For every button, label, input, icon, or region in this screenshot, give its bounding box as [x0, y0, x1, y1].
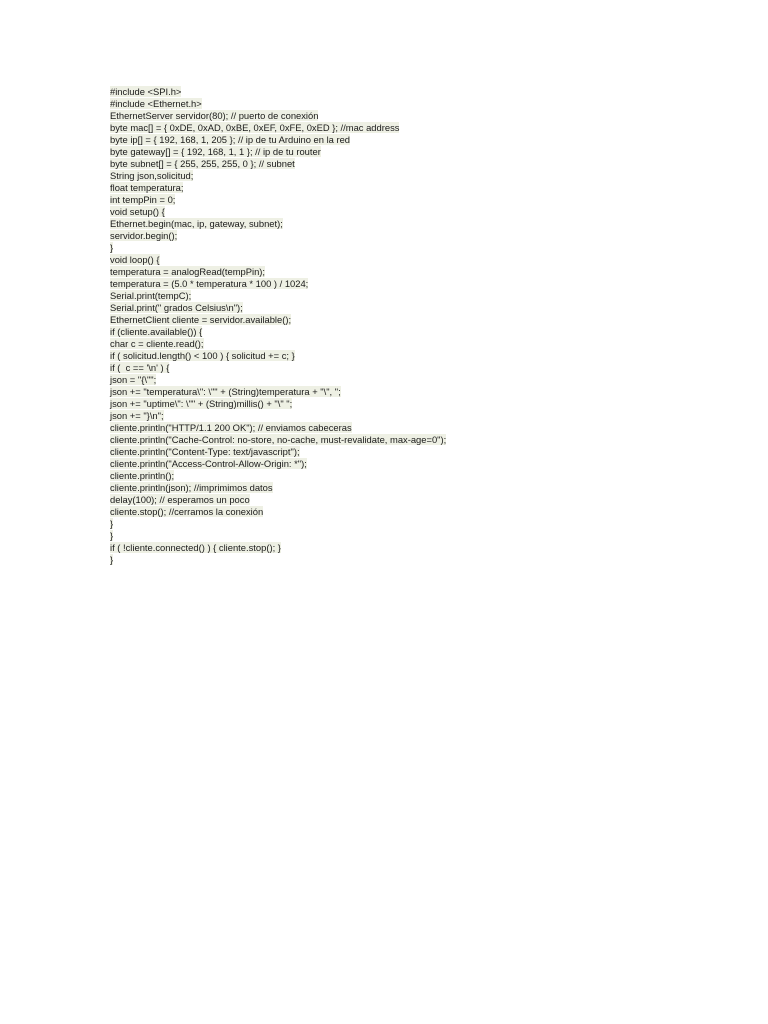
- code-line-text: cliente.stop(); //cerramos la conexión: [110, 506, 264, 517]
- code-line-text: if (cliente.available()) {: [110, 326, 203, 337]
- code-line-text: servidor.begin();: [110, 230, 178, 241]
- code-line-text: byte gateway[] = { 192, 168, 1, 1 }; // ip de tu router: [110, 146, 321, 157]
- code-line: [110, 422, 710, 434]
- code-line-text: json += "}\n";: [110, 410, 164, 421]
- code-line: [110, 494, 710, 506]
- code-line: [110, 158, 710, 170]
- code-line: [110, 290, 710, 302]
- code-line-text: }: [110, 242, 114, 253]
- code-line: [110, 446, 710, 458]
- code-line-text: }: [110, 530, 114, 541]
- code-line: [110, 254, 710, 266]
- code-line: [110, 206, 710, 218]
- code-line-text: if ( solicitud.length() < 100 ) { solicitud += c; }: [110, 350, 295, 361]
- code-line-text: json = "{\"";: [110, 374, 157, 385]
- code-line: [110, 386, 710, 398]
- code-line-text: cliente.println("Cache-Control: no-store, no-cache, must-revalidate, max-age=0");: [110, 434, 447, 445]
- code-listing: [110, 86, 710, 566]
- code-line: [110, 518, 710, 530]
- code-line: [110, 278, 710, 290]
- code-line-text: if ( c == '\n' ) {: [110, 362, 170, 373]
- code-line-text: void loop() {: [110, 254, 160, 265]
- code-line-text: }: [110, 518, 114, 529]
- code-line: [110, 362, 710, 374]
- code-line-text: byte mac[] = { 0xDE, 0xAD, 0xBE, 0xEF, 0xFE, 0xED }; //mac address: [110, 122, 400, 133]
- code-line: [110, 242, 710, 254]
- code-line-text: Serial.print(" grados Celsius\n");: [110, 302, 243, 313]
- code-line-text: EthernetClient cliente = servidor.available();: [110, 314, 292, 325]
- code-line-text: int tempPin = 0;: [110, 194, 176, 205]
- code-line: [110, 542, 710, 554]
- code-line-text: json += "uptime\": \"" + (String)millis() + "\" ";: [110, 398, 293, 409]
- code-line-text: temperatura = analogRead(tempPin);: [110, 266, 266, 277]
- code-line-text: json += "temperatura\": \"" + (String)temperatura + "\", ";: [110, 386, 341, 397]
- code-line: [110, 506, 710, 518]
- code-line: [110, 482, 710, 494]
- code-line: [110, 470, 710, 482]
- code-line-text: char c = cliente.read();: [110, 338, 204, 349]
- code-line-text: if ( !cliente.connected() ) { cliente.stop(); }: [110, 542, 281, 553]
- code-line-text: cliente.println();: [110, 470, 175, 481]
- code-line: [110, 350, 710, 362]
- code-line: [110, 314, 710, 326]
- code-line-text: cliente.println("Content-Type: text/javascript");: [110, 446, 300, 457]
- code-line: [110, 230, 710, 242]
- code-line-text: byte ip[] = { 192, 168, 1, 205 }; // ip de tu Arduino en la red: [110, 134, 351, 145]
- code-line-text: #include <SPI.h>: [110, 86, 182, 97]
- code-line-text: String json,solicitud;: [110, 170, 194, 181]
- code-line-text: byte subnet[] = { 255, 255, 255, 0 }; // subnet: [110, 158, 295, 169]
- code-line: [110, 338, 710, 350]
- code-line: [110, 134, 710, 146]
- code-line: [110, 398, 710, 410]
- code-line: [110, 530, 710, 542]
- code-line-text: #include <Ethernet.h>: [110, 98, 202, 109]
- code-line: [110, 326, 710, 338]
- code-line: [110, 110, 710, 122]
- code-line-text: temperatura = (5.0 * temperatura * 100 ) / 1024;: [110, 278, 309, 289]
- code-line: [110, 302, 710, 314]
- code-line-text: delay(100); // esperamos un poco: [110, 494, 250, 505]
- code-line: [110, 170, 710, 182]
- code-line: [110, 146, 710, 158]
- code-line-text: cliente.println(json); //imprimimos datos: [110, 482, 273, 493]
- code-line: [110, 434, 710, 446]
- code-line: [110, 554, 710, 566]
- code-line-text: float temperatura;: [110, 182, 184, 193]
- code-line-text: void setup() {: [110, 206, 165, 217]
- code-line: [110, 458, 710, 470]
- code-line: [110, 98, 710, 110]
- code-line: [110, 122, 710, 134]
- code-line: [110, 182, 710, 194]
- code-line: [110, 266, 710, 278]
- code-line: [110, 374, 710, 386]
- code-line-text: EthernetServer servidor(80); // puerto de conexión: [110, 110, 319, 121]
- code-line-text: Ethernet.begin(mac, ip, gateway, subnet);: [110, 218, 283, 229]
- code-line: [110, 218, 710, 230]
- code-line: [110, 86, 710, 98]
- code-line-text: cliente.println("Access-Control-Allow-Origin: *");: [110, 458, 307, 469]
- code-line: [110, 410, 710, 422]
- code-line-text: Serial.print(tempC);: [110, 290, 192, 301]
- code-line: [110, 194, 710, 206]
- code-line-text: cliente.println("HTTP/1.1 200 OK"); // enviamos cabeceras: [110, 422, 352, 433]
- code-line-text: }: [110, 554, 114, 565]
